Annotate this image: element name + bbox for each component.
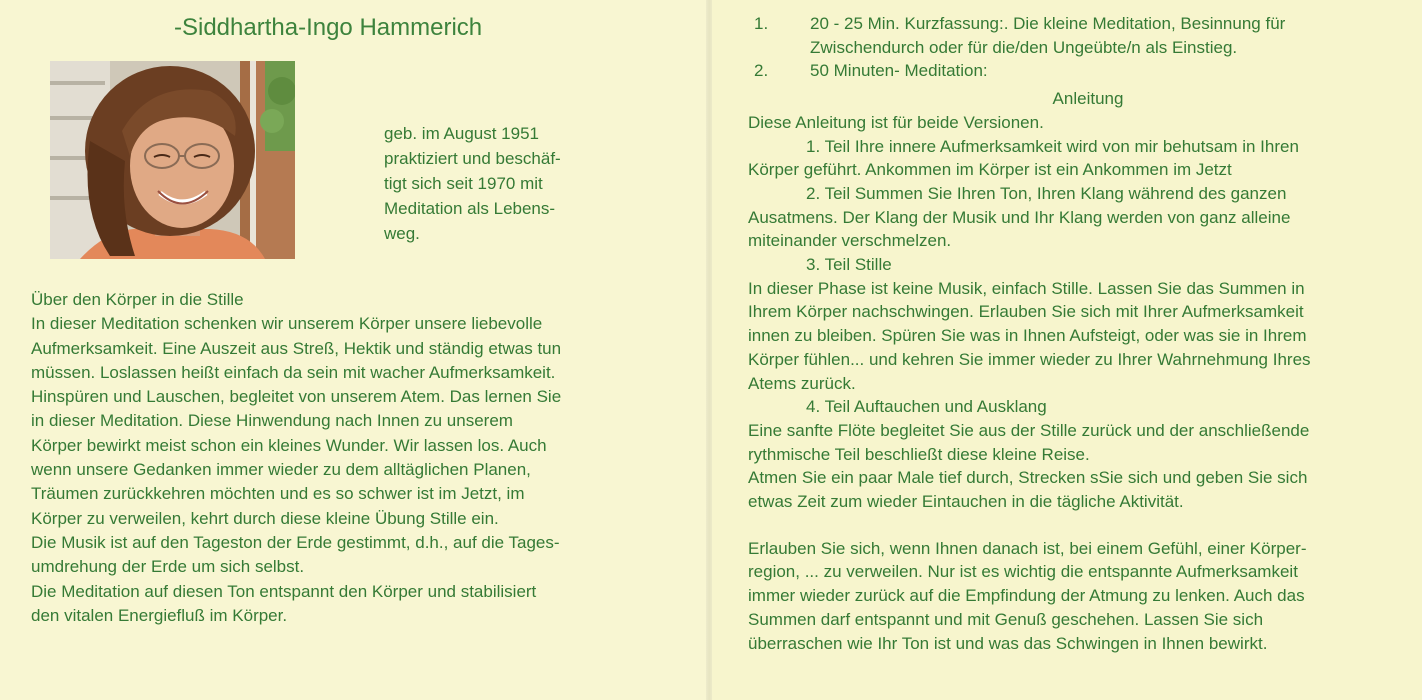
section-heading: Über den Körper in die Stille: [31, 290, 244, 309]
meditation-description: [31, 288, 691, 628]
part-heading: 4. Teil Auftauchen und Ausklang: [806, 397, 1047, 417]
part-line: Ausatmens. Der Klang der Musik und Ihr Klang werden von ganz alleine: [748, 207, 1291, 227]
paragraph-gap: [748, 514, 1408, 537]
instructions-heading: Anleitung: [1052, 89, 1124, 109]
body-line: In dieser Meditation schenken wir unserem Körper unsere liebevolle: [31, 314, 543, 334]
list-text-continued: Zwischendurch oder für die/den Ungeübte/n als Einstieg.: [810, 37, 1238, 57]
part-line: etwas Zeit zum wieder Eintauchen in die tägliche Aktivität.: [748, 492, 1184, 512]
bio-line: praktiziert und beschäf-: [384, 149, 561, 168]
list-text: 20 - 25 Min. Kurzfassung:. Die kleine Meditation, Besinnung für: [810, 14, 1286, 33]
body-line: in dieser Meditation. Diese Hinwendung nach Innen zu unserem: [31, 411, 513, 431]
bio-line: tigt sich seit 1970 mit: [384, 174, 543, 193]
part-line: Körper fühlen... und kehren Sie immer wieder zu Ihrer Wahrnehmung Ihres: [748, 349, 1311, 369]
part-line: Atems zurück.: [748, 373, 856, 393]
part-line: innen zu bleiben. Spüren Sie was in Ihnen Aufsteigt, oder was sie in Ihrem: [748, 326, 1307, 346]
author-photo: [50, 61, 295, 259]
bio-line: weg.: [384, 224, 420, 243]
closing-line: überraschen wie Ihr Ton ist und was das Schwingen in Ihnen bewirkt.: [748, 633, 1268, 653]
list-item: [748, 59, 1408, 83]
bio-line: geb. im August 1951: [384, 124, 540, 143]
body-line: Hinspüren und Lauschen, begleitet von unserem Atem. Das lernen Sie: [31, 387, 562, 407]
part-line: Körper geführt. Ankommen im Körper ist ein Ankommen im Jetzt: [748, 160, 1232, 180]
part-line: Ihrem Körper nachschwingen. Erlauben Sie sich mit Ihrer Aufmerksamkeit: [748, 302, 1304, 322]
list-item: [748, 12, 1408, 36]
author-title: -Siddhartha-Ingo Hammerich: [174, 14, 483, 41]
body-line: Aufmerksamkeit. Eine Auszeit aus Streß, Hektik und ständig etwas tun: [31, 338, 562, 358]
part-heading: 2. Teil Summen Sie Ihren Ton, Ihren Klang während des ganzen: [806, 183, 1287, 203]
bio-line: Meditation als Lebens-: [384, 199, 556, 218]
part-line: miteinander verschmelzen.: [748, 231, 952, 251]
closing-line: Summen darf entspannt und mit Genuß geschehen. Lassen Sie sich: [748, 609, 1264, 629]
body-line: den vitalen Energiefluß im Körper.: [31, 605, 288, 625]
body-line: umdrehung der Erde um sich selbst.: [31, 557, 305, 577]
portrait-image: [50, 61, 295, 259]
body-line: wenn unsere Gedanken immer wieder zu dem alltäglichen Planen,: [31, 460, 531, 480]
part-line: rythmische Teil beschließt diese kleine Reise.: [748, 444, 1090, 464]
part-line: In dieser Phase ist keine Musik, einfach Stille. Lassen Sie das Summen in: [748, 278, 1305, 298]
closing-line: immer wieder zurück auf die Empfindung der Atmung zu lenken. Auch das: [748, 586, 1305, 606]
list-number: 2.: [754, 61, 769, 81]
list-text: 50 Minuten- Meditation:: [810, 61, 988, 81]
instructions: [748, 12, 1408, 655]
body-line: Die Meditation auf diesen Ton entspannt den Körper und stabilisiert: [31, 581, 537, 601]
part-line: Atmen Sie ein paar Male tief durch, Strecken sSie sich und geben Sie sich: [748, 468, 1308, 488]
body-line: Körper zu verweilen, kehrt durch diese kleine Übung Stille ein.: [31, 508, 499, 528]
author-bio: [384, 121, 561, 246]
body-line: Träumen zurückkehren möchten und es so schwer ist im Jetzt, im: [31, 484, 525, 504]
intro-line: Diese Anleitung ist für beide Versionen.: [748, 112, 1044, 132]
part-line: Eine sanfte Flöte begleitet Sie aus der Stille zurück und der anschließende: [748, 420, 1310, 440]
body-line: Körper bewirkt meist schon ein kleines Wunder. Wir lassen los. Auch: [31, 435, 547, 455]
body-line: müssen. Loslassen heißt einfach da sein mit wacher Aufmerksamkeit.: [31, 362, 556, 382]
body-line: Die Musik ist auf den Tageston der Erde gestimmt, d.h., auf die Tages-: [31, 532, 560, 552]
part-heading: 1. Teil Ihre innere Aufmerksamkeit wird von mir behutsam in Ihren: [806, 136, 1299, 156]
closing-line: region, ... zu verweilen. Nur ist es wichtig die entspannte Aufmerksamkeit: [748, 562, 1298, 582]
part-heading: 3. Teil Stille: [806, 255, 892, 275]
list-number: 1.: [754, 14, 769, 33]
closing-line: Erlauben Sie sich, wenn Ihnen danach ist, bei einem Gefühl, einer Körper-: [748, 538, 1307, 558]
left-page: [0, 0, 708, 700]
